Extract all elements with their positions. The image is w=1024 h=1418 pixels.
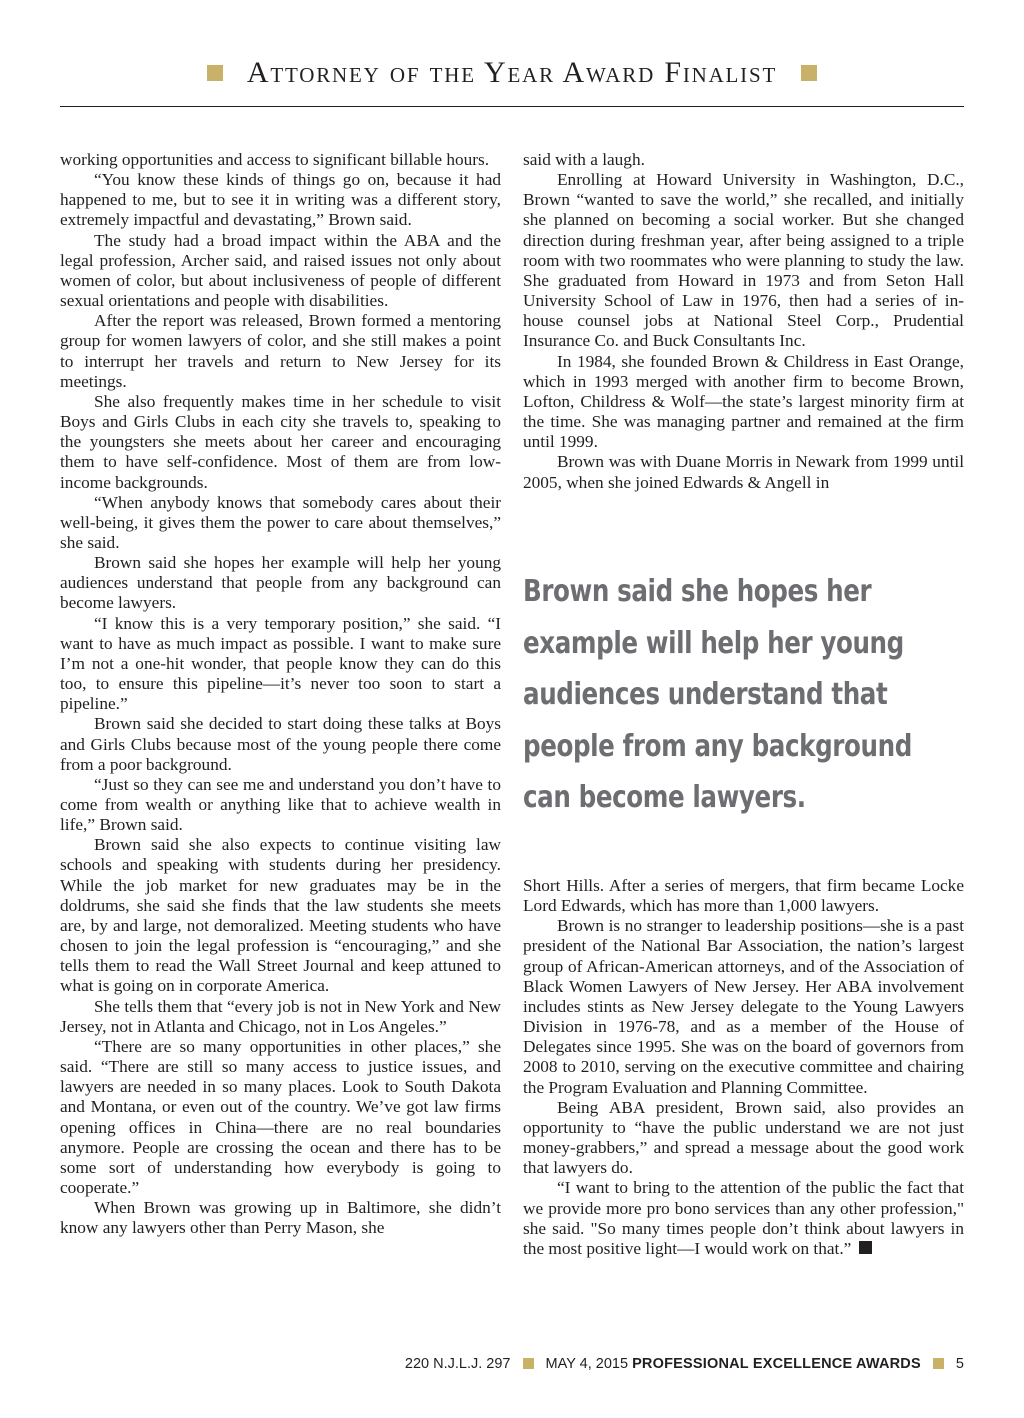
footer-date: MAY 4, 2015 (545, 1356, 629, 1372)
paragraph-text: Brown said she also expects to continue visiting law schools and speaking with students during her presidency. While the job market for new graduates may be in the doldrums, she said she finds that the law students she meets are, by and large, not demoralized. Meeting students who have chosen to join the legal profession is “encouraging,” and she tells them to read the Wall Street Journal and keep attuned to what is going on in corporate America. (60, 835, 501, 996)
pull-quote: Brown said she hopes her example will help her young audiences understand that people from any background can become lawyers. (523, 574, 912, 815)
paragraph-text: Brown was with Duane Morris in Newark from 1999 until 2005, when she joined Edwards & Angell in (523, 452, 964, 492)
paragraph (60, 231, 501, 312)
paragraph-text: After the report was released, Brown formed a mentoring group for women lawyers of color, and she still makes a point to interrupt her travels and return to New Jersey for its meetings. (60, 311, 501, 391)
paragraph-text: “I know this is a very temporary position,” she said. “I want to have as much impact as possible. I want to make sure I’m not a one-hit wonder, that people know they can do this too, to ensure this pipeline—it’s never too soon to start a pipeline.” (60, 613, 501, 714)
paragraph (523, 1178, 964, 1259)
page-footer (380, 1356, 964, 1372)
paragraph (60, 493, 501, 553)
paragraph (60, 835, 501, 996)
footer-page-number: 5 (955, 1356, 964, 1372)
paragraph-text: She also frequently makes time in her schedule to visit Boys and Girls Clubs in each city she travels to, speaking to the youngsters she meets about her career and encouraging them to have self-confidence. Most of them are from low-income backgrounds. (60, 391, 501, 492)
paragraph-text: “You know these kinds of things go on, because it had happened to me, but to see it in writing was a different story, extremely impactful and devastating,” Brown said. (60, 170, 501, 230)
paragraph-text: Brown said she hopes her example will help her young audiences understand that people from any background can become lawyers. (60, 553, 501, 613)
paragraph-text: “I want to bring to the attention of the public the fact that we provide more pro bono services than any other profession," she said. "So many times people don’t think about lawyers in the most positive light—I would work on that.” (523, 1178, 964, 1258)
paragraph-text: Enrolling at Howard University in Washington, D.C., Brown “wanted to save the world,” she recalled, and initially she planned on becoming a social worker. But she changed direction during freshman year, after being assigned to a triple room with two roommates who were planning to study the law. She graduated from Howard in 1973 and from Seton Hall University School of Law in 1976, then had a series of in-house counsel jobs at National Steel Corp., Prudential Insurance Co. and Buck Consultants Inc. (523, 170, 964, 351)
paragraph-text: “When anybody knows that somebody cares about their well-being, it gives them the power to care about themselves,” she said. (60, 492, 501, 552)
footer-gold-square (933, 1358, 944, 1369)
paragraph (523, 352, 964, 453)
paragraph (60, 170, 501, 230)
paragraph (60, 997, 501, 1037)
paragraph-text: Being ABA president, Brown said, also provides an opportunity to “have the public understand we are not just money-grabbers,” and spread a message about the good work that lawyers do. (523, 1097, 964, 1178)
end-of-story-mark (859, 1241, 872, 1254)
right-column-bottom (523, 876, 964, 1259)
header-gold-square-right (801, 65, 817, 81)
header-title: Attorney of the Year Award Finalist (246, 56, 778, 89)
footer-section: PROFESSIONAL EXCELLENCE AWARDS (632, 1356, 921, 1372)
paragraph (60, 714, 501, 774)
paragraph-text: “There are so many opportunities in other places,” she said. “There are still so many access to justice issues, and lawyers are needed in so many places. Look to South Dakota and Montana, or even out of the country. We’ve got law firms opening offices in China—there are no real boundaries anymore. People are crossing the ocean and there has to be some sort of understanding how everybody is going to cooperate.” (60, 1036, 501, 1197)
paragraph-text: Short Hills. After a series of mergers, that firm became Locke Lord Edwards, which has more than 1,000 lawyers. (523, 876, 964, 916)
paragraph-text: working opportunities and access to significant billable hours. (60, 150, 490, 169)
paragraph (60, 1037, 501, 1198)
paragraph-text: The study had a broad impact within the ABA and the legal profession, Archer said, and raised issues not only about women of color, but about inclusiveness of people of different sexual orientations and people with disabilities. (60, 230, 501, 311)
paragraph (60, 311, 501, 392)
paragraph-text: said with a laugh. (523, 150, 645, 169)
paragraph-text: “Just so they can see me and understand you don’t have to come from wealth or anything like that to achieve wealth in life,” Brown said. (60, 774, 501, 835)
paragraph (523, 452, 964, 492)
footer-gold-square (523, 1358, 534, 1369)
paragraph (523, 916, 964, 1097)
paragraph (523, 170, 964, 351)
paragraph (523, 876, 964, 916)
paragraph (60, 1198, 501, 1238)
paragraph-text: In 1984, she founded Brown & Childress in East Orange, which in 1993 merged with another firm to become Brown, Lofton, Childress & Wolf—the state’s largest minority firm at the time. She was managing partner and remained at the firm until 1999. (523, 351, 964, 452)
paragraph (60, 775, 501, 835)
paragraph-text: Brown is no stranger to leadership positions—she is a past president of the National Bar Association, the nation’s largest group of African-American attorneys, and of the Association of Black Women Lawyers of New Jersey. Her ABA involvement includes stints as New Jersey delegate to the Young Lawyers Division in 1976-78, and as a member of the House of Delegates since 1995. She was on the board of governors from 2008 to 2010, serving on the executive committee and chairing the Program Evaluation and Planning Committee. (523, 916, 964, 1097)
paragraph-text: Brown said she decided to start doing these talks at Boys and Girls Clubs because most of the young people there come from a poor background. (60, 714, 501, 774)
paragraph (60, 614, 501, 715)
header-gold-square-left (207, 65, 223, 81)
left-column (60, 150, 501, 1238)
right-column-top (523, 150, 964, 493)
paragraph (60, 392, 501, 493)
page-header (60, 56, 964, 107)
paragraph-text: When Brown was growing up in Baltimore, she didn’t know any lawyers other than Perry Mason, she (60, 1198, 501, 1238)
paragraph (60, 553, 501, 613)
footer-citation: 220 N.J.L.J. 297 (404, 1356, 511, 1372)
paragraph (60, 150, 501, 170)
paragraph (523, 1098, 964, 1179)
paragraph-text: She tells them that “every job is not in New York and New Jersey, not in Atlanta and Chicago, not in Los Angeles.” (60, 996, 501, 1036)
paragraph (523, 150, 964, 170)
